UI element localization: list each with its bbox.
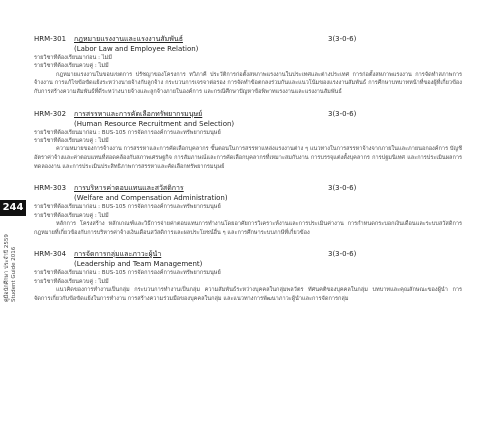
course-corequisite: รายวิชาที่ต้องเรียนควบคู่ : ไม่มี <box>34 278 109 285</box>
course-prerequisite: รายวิชาที่ต้องเรียนมาก่อน : ไม่มี <box>34 55 112 61</box>
course-code: HRM-303 <box>34 184 67 193</box>
course-header <box>34 109 462 119</box>
course-prerequisite: รายวิชาที่ต้องเรียนมาก่อน : BUS-105 การจัดการองค์การและทรัพยากรมนุษย์ <box>34 129 221 136</box>
course-english-title: (Labor Law and Employee Relation) <box>74 45 199 53</box>
course-entry <box>34 249 462 303</box>
course-thai-title: การบริหารค่าตอบแทนและสวัสดิการ <box>74 184 184 193</box>
page-number: 244 <box>0 200 26 216</box>
course-entry <box>34 183 462 237</box>
course-list <box>34 34 462 315</box>
course-code: HRM-304 <box>34 250 67 259</box>
course-header <box>34 183 462 193</box>
course-entry <box>34 109 462 172</box>
course-credits: 3(3-0-6) <box>328 184 357 193</box>
course-english-title: (Leadership and Team Management) <box>74 260 203 269</box>
course-code: HRM-301 <box>34 35 67 43</box>
course-prerequisite: รายวิชาที่ต้องเรียนมาก่อน : BUS-105 การจัดการองค์การและทรัพยากรมนุษย์ <box>34 204 221 211</box>
course-thai-title: การจัดการกลุ่มและภาวะผู้นำ <box>74 250 162 259</box>
course-description: กฎหมายแรงงานในขอบเขตการ ปรัชญาของโครงการ ทวิภาคี ประวัติการก่อตั้งสหภาพแรงงานในประเทศและต่างประเทศ การก่อตั้งสหภาพแรงงาน การจัดทำสภาพการจ้างงาน การแก้ไขข้อขัดแย้งระหว่างนายจ้างกับลูกจ้าง กระบวนการเจรจาต่อรอง การจัดทำข้อตกลงร่วมกันและแนวโน้มของแรงงานสัมพันธ์ การศึกษาบทบาทหน้าที่ของผู้ที่เกี่ยวข้องกับการสร้างความสัมพันธ์ที่ดีระหว่างนายจ้างและลูกจ้างภายในองค์การ และกรณีศึกษาปัญหาข้อพิพาทแรงงานและแรงงานสัมพันธ์ <box>34 71 462 95</box>
course-credits: 3(3-0-6) <box>328 250 357 259</box>
course-prerequisite: รายวิชาที่ต้องเรียนมาก่อน : BUS-105 การจัดการองค์การและทรัพยากรมนุษย์ <box>34 270 221 277</box>
course-thai-title: การสรรหาและการคัดเลือกทรัพยากรมนุษย์ <box>74 109 203 118</box>
course-header <box>34 34 462 44</box>
course-entry <box>34 34 462 97</box>
side-running-title <box>4 222 22 302</box>
course-header <box>34 249 462 259</box>
side-label-english: Student Guide 2016 <box>11 246 17 302</box>
course-corequisite: รายวิชาที่ต้องเรียนควบคู่ : ไม่มี <box>34 63 109 70</box>
course-credits: 3(3-0-6) <box>328 109 357 118</box>
course-code: HRM-302 <box>34 109 67 118</box>
course-corequisite: รายวิชาที่ต้องเรียนควบคู่ : ไม่มี <box>34 138 109 144</box>
course-description: แนวคิดของการทำงานเป็นกลุ่ม กระบวนการทำงานเป็นกลุ่ม ความสัมพันธ์ระหว่างบุคคลในกลุ่มพลวัตร ทัศนคติของบุคคลในกลุ่ม บทบาทและคุณลักษณะของผู้นำ การจัดการเกี่ยวกับข้อขัดแย้งในการทำงาน การสร้างความร่วมมือของบุคคลในกลุ่ม และแนวทางการพัฒนาภาวะผู้นำและการจัดการกลุ่ม <box>34 287 462 302</box>
course-thai-title: กฎหมายแรงงานและแรงงานสัมพันธ์ <box>74 35 183 43</box>
course-description: ความหมายของการจ้างงาน การสรรหาและการคัดเลือกบุคลากร ขั้นตอนในการสรรหาแหล่งแรงงานต่าง ๆ แนวทางในการสรรหาจ้างจากภายในและภายนอกองค์การ บัญชีอัตราค่าจ้างและค่าตอบแทนที่สอดคล้องกับสภาพเศรษฐกิจ การสัมภาษณ์และการคัดเลือกบุคลากรที่เหมาะสมกับงาน การบรรจุแต่งตั้งบุคลากร การปฐมนิเทศ และการประเมินผลการทดลองงาน และการประเมินประสิทธิภาพการสรรหาและคัดเลือกทรัพยากรมนุษย์ <box>34 146 462 170</box>
side-label-thai: คู่มือนักศึกษา ประจำปี 2559 <box>4 234 10 302</box>
course-corequisite: รายวิชาที่ต้องเรียนควบคู่ : ไม่มี <box>34 212 109 219</box>
course-credits: 3(3-0-6) <box>328 35 357 43</box>
course-english-title: (Human Resource Recruitment and Selection) <box>74 119 235 128</box>
course-description: หลักการ โครงสร้าง หลักเกณฑ์และวิธีการจ่ายค่าตอบแทนการทำงานโดยอาศัยการวิเคราะห์งานและการประเมินค่างาน การกำหนดกระบอกเงินเดือนและระบบสวัสดิการ กฎหมายที่เกี่ยวข้องกับการบริหารค่าจ้างเงินเดือนสวัสดิการและผลประโยชน์อื่น ๆ และการศึกษาระบบภาษีที่เกี่ยวข้อง <box>34 221 462 236</box>
page-side-tab <box>0 200 26 302</box>
course-english-title: (Welfare and Compensation Administration) <box>74 194 228 203</box>
